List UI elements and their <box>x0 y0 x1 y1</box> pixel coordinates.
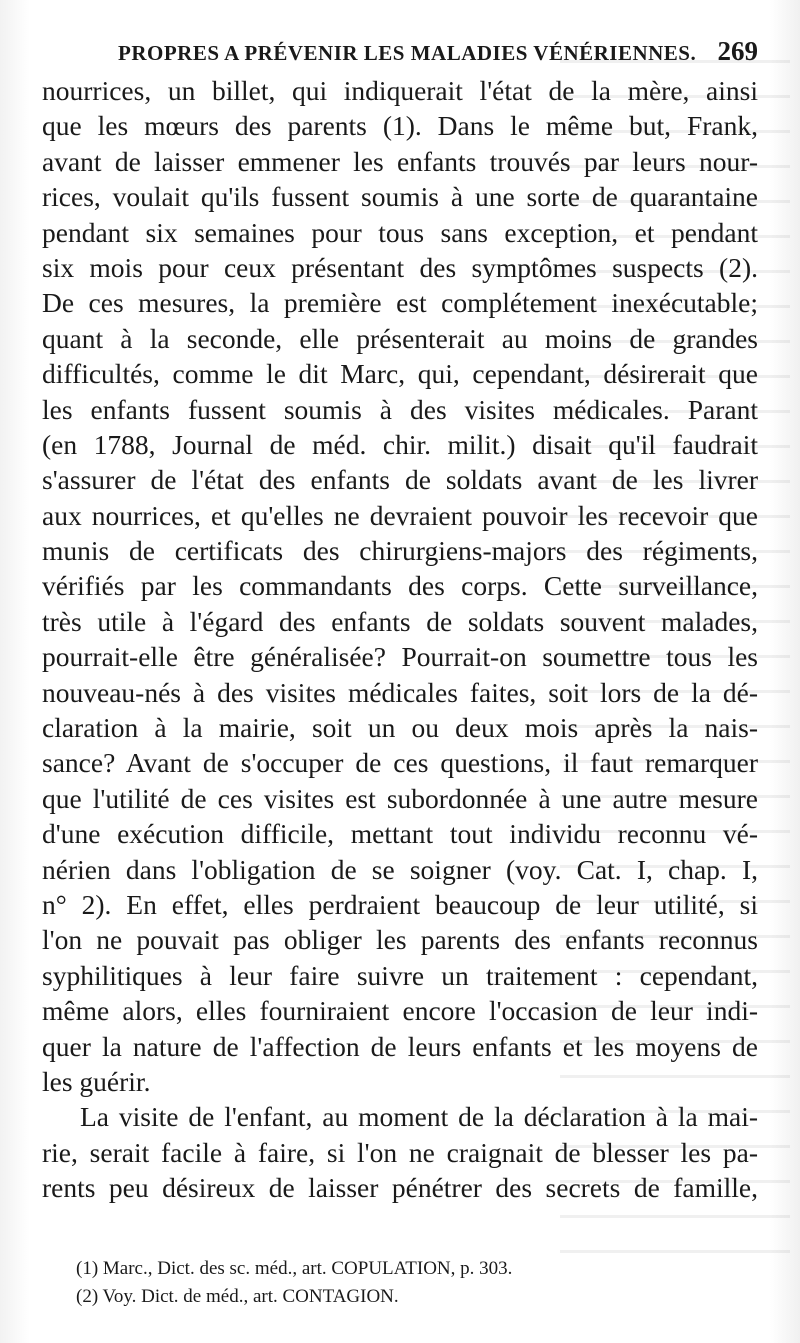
text-line: pourrait-elle être généralisée? Pourrait-on soumettre tous les <box>42 641 758 673</box>
text-line: six mois pour ceux présentant des symptômes suspects (2). <box>42 251 758 283</box>
text-line: munis de certificats des chirurgiens-majors des régiments, <box>42 535 758 567</box>
footnotes <box>76 1255 716 1311</box>
paragraph-start-line: La visite de l'enfant, au moment de la déclaration à la mai- <box>80 1101 758 1133</box>
text-line: quer la nature de l'affection de leurs enfants et les moyens de <box>42 1030 758 1062</box>
text-line: s'assurer de l'état des enfants de soldats avant de les livrer <box>42 464 758 496</box>
text-line: pendant six semaines pour tous sans exception, et pendant <box>42 216 758 248</box>
text-line: même alors, elles fourniraient encore l'occasion de leur indi- <box>42 995 758 1027</box>
text-line: rices, voulait qu'ils fussent soumis à une sorte de quarantaine <box>42 181 758 213</box>
text-line: que les mœurs des parents (1). Dans le même but, Frank, <box>42 110 758 142</box>
text-line: sance? Avant de s'occuper de ces questions, il faut remarquer <box>42 747 758 779</box>
running-header <box>118 36 758 66</box>
text-line: (en 1788, Journal de méd. chir. milit.) disait qu'il faudrait <box>42 428 758 460</box>
text-line: très utile à l'égard des enfants de soldats souvent malades, <box>42 605 758 637</box>
text-line: n° 2). En effet, elles perdraient beaucoup de leur utilité, si <box>42 888 758 920</box>
body-text <box>42 73 758 1206</box>
text-line: aux nourrices, et qu'elles ne devraient pouvoir les recevoir que <box>42 499 758 531</box>
text-line: avant de laisser emmener les enfants trouvés par leurs nour- <box>42 145 758 177</box>
footnote-2: (2) Voy. Dict. de méd., art. CONTAGION. <box>76 1286 399 1307</box>
page-number: 269 <box>717 36 758 66</box>
text-line: De ces mesures, la première est complétement inexécutable; <box>42 287 758 319</box>
text-line: rie, serait facile à faire, si l'on ne craignait de blesser les pa- <box>42 1136 758 1168</box>
text-line: syphilitiques à leur faire suivre un traitement : cependant, <box>42 959 758 991</box>
footnote-1: (1) Marc., Dict. des sc. méd., art. COPULATION, p. 303. <box>76 1258 513 1279</box>
text-line: que l'utilité de ces visites est subordonnée à une autre mesure <box>42 782 758 814</box>
text-line: claration à la mairie, soit un ou deux mois après la nais- <box>42 712 758 744</box>
running-title: PROPRES A PRÉVENIR LES MALADIES VÉNÉRIENNES. <box>118 41 697 65</box>
text-line: d'une exécution difficile, mettant tout individu reconnu vé- <box>42 818 758 850</box>
text-line: l'on ne pouvait pas obliger les parents des enfants reconnus <box>42 924 758 956</box>
text-line: rents peu désireux de laisser pénétrer des secrets de famille, <box>42 1172 758 1204</box>
text-line: nourrices, un billet, qui indiquerait l'état de la mère, ainsi <box>42 75 758 106</box>
text-line: vérifiés par les commandants des corps. Cette surveillance, <box>42 570 758 602</box>
text-line: quant à la seconde, elle présenterait au moins de grandes <box>42 322 758 354</box>
text-line: nouveau-nés à des visites médicales faites, soit lors de la dé- <box>42 676 758 708</box>
text-line: difficultés, comme le dit Marc, qui, cependant, désirerait que <box>42 358 758 390</box>
text-line: nérien dans l'obligation de se soigner (voy. Cat. I, chap. I, <box>42 853 758 885</box>
text-line: les enfants fussent soumis à des visites médicales. Parant <box>42 393 758 425</box>
paragraph-end-line: les guérir. <box>42 1065 151 1097</box>
